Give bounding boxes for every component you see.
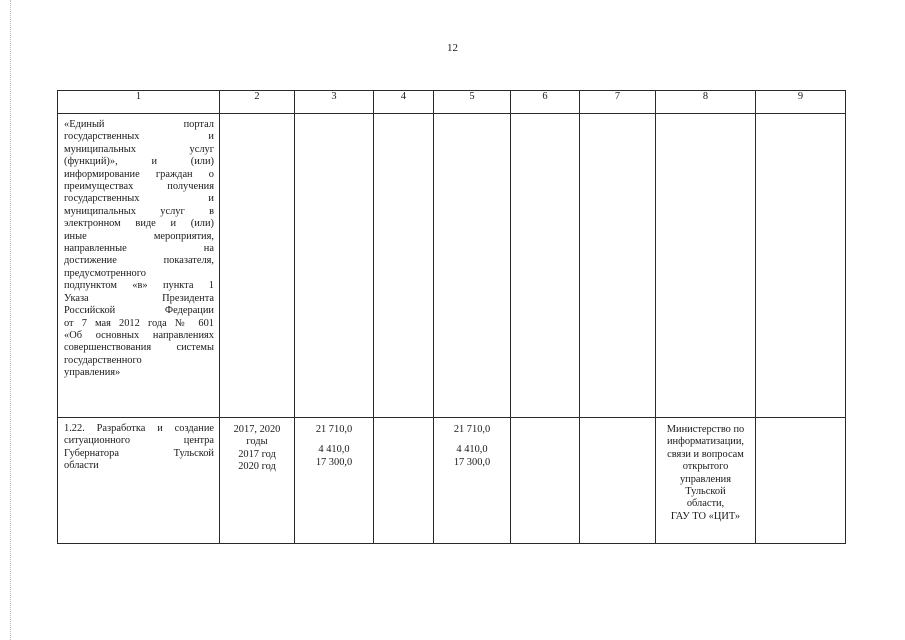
header-cell-8: 8 (656, 91, 756, 114)
situation-center-description-cell (58, 418, 220, 544)
funding-line: 17 300,0 (453, 456, 491, 468)
funding-total: 21 710,0 (315, 424, 353, 435)
period-line: 2017, 2020 (233, 424, 281, 435)
text-line: подпунктом «в» пункта 1 (64, 280, 214, 292)
table-row-portal (58, 114, 846, 418)
text-line: преимуществах получения (64, 181, 214, 193)
org-line: области, (686, 498, 725, 510)
text-line: направленные на (64, 243, 214, 255)
spacer (434, 436, 510, 444)
text-line: Указа Президента (64, 292, 214, 304)
text-line: муниципальных услуг (64, 143, 214, 155)
scan-edge-marks (10, 0, 12, 640)
text-line: предусмотренного (64, 267, 146, 279)
header-cell-1: 1 (58, 91, 220, 114)
text-line: от 7 мая 2012 года № 601 (64, 317, 214, 329)
empty-cell (580, 418, 656, 544)
text-line: муниципальных услуг в (64, 205, 214, 217)
empty-cell (220, 114, 295, 418)
empty-cell (511, 114, 580, 418)
text-line: достижение показателя, (64, 255, 214, 267)
text-line: 1.22. Разработка и создание (64, 423, 214, 434)
funding-line: 4 410,0 (318, 444, 350, 456)
spacer (295, 436, 373, 444)
text-line: иные мероприятия, (64, 230, 214, 242)
text-line: государственных и (64, 131, 214, 143)
org-line: открытого (682, 461, 729, 473)
header-cell-5: 5 (434, 91, 511, 114)
empty-cell (656, 114, 756, 418)
header-cell-3: 3 (295, 91, 374, 114)
empty-cell (511, 418, 580, 544)
regional-funding-cell (434, 418, 511, 544)
period-line: годы (246, 436, 268, 448)
text-line: информирование граждан о (64, 168, 214, 180)
portal-description-cell (58, 114, 220, 418)
text-line: управления» (64, 367, 121, 379)
org-line: управления (679, 473, 732, 485)
total-funding-cell (295, 418, 374, 544)
org-line: ГАУ ТО «ЦИТ» (670, 510, 741, 522)
text-line: (функций)», и (или) (64, 156, 214, 168)
text-line: «Единый портал (64, 119, 214, 130)
text-line: Российской Федерации (64, 305, 214, 317)
period-line: 2020 год (238, 461, 276, 473)
funding-total: 21 710,0 (453, 424, 491, 435)
text-line: Губернатора Тульской (64, 447, 214, 459)
text-line: области (64, 460, 99, 472)
header-cell-6: 6 (511, 91, 580, 114)
text-line: ситуационного центра (64, 435, 214, 447)
period-line: 2017 год (238, 448, 276, 460)
org-line: связи и вопросам (667, 448, 744, 460)
empty-cell (295, 114, 374, 418)
text-line: совершенствования системы (64, 342, 214, 354)
empty-cell (374, 418, 434, 544)
empty-cell (374, 114, 434, 418)
responsible-organization-cell (656, 418, 756, 544)
header-cell-2: 2 (220, 91, 295, 114)
header-cell-9: 9 (756, 91, 846, 114)
text-line: государственного (64, 354, 142, 366)
funding-line: 17 300,0 (315, 456, 353, 468)
org-line: Тульской (685, 486, 726, 498)
empty-cell (434, 114, 511, 418)
table-row-situation-center (58, 418, 846, 544)
period-cell (220, 418, 295, 544)
empty-cell (756, 114, 846, 418)
program-table (57, 90, 846, 544)
header-cell-7: 7 (580, 91, 656, 114)
header-row (58, 91, 846, 114)
text-line: государственных и (64, 193, 214, 205)
empty-cell (580, 114, 656, 418)
org-line: информатизации, (666, 436, 745, 448)
text-line: «Об основных направлениях (64, 329, 214, 341)
funding-line: 4 410,0 (456, 444, 488, 456)
header-cell-4: 4 (374, 91, 434, 114)
org-line: Министерство по (666, 424, 745, 435)
text-line: электронном виде и (или) (64, 218, 214, 230)
empty-cell (756, 418, 846, 544)
page-number: 12 (447, 42, 458, 54)
